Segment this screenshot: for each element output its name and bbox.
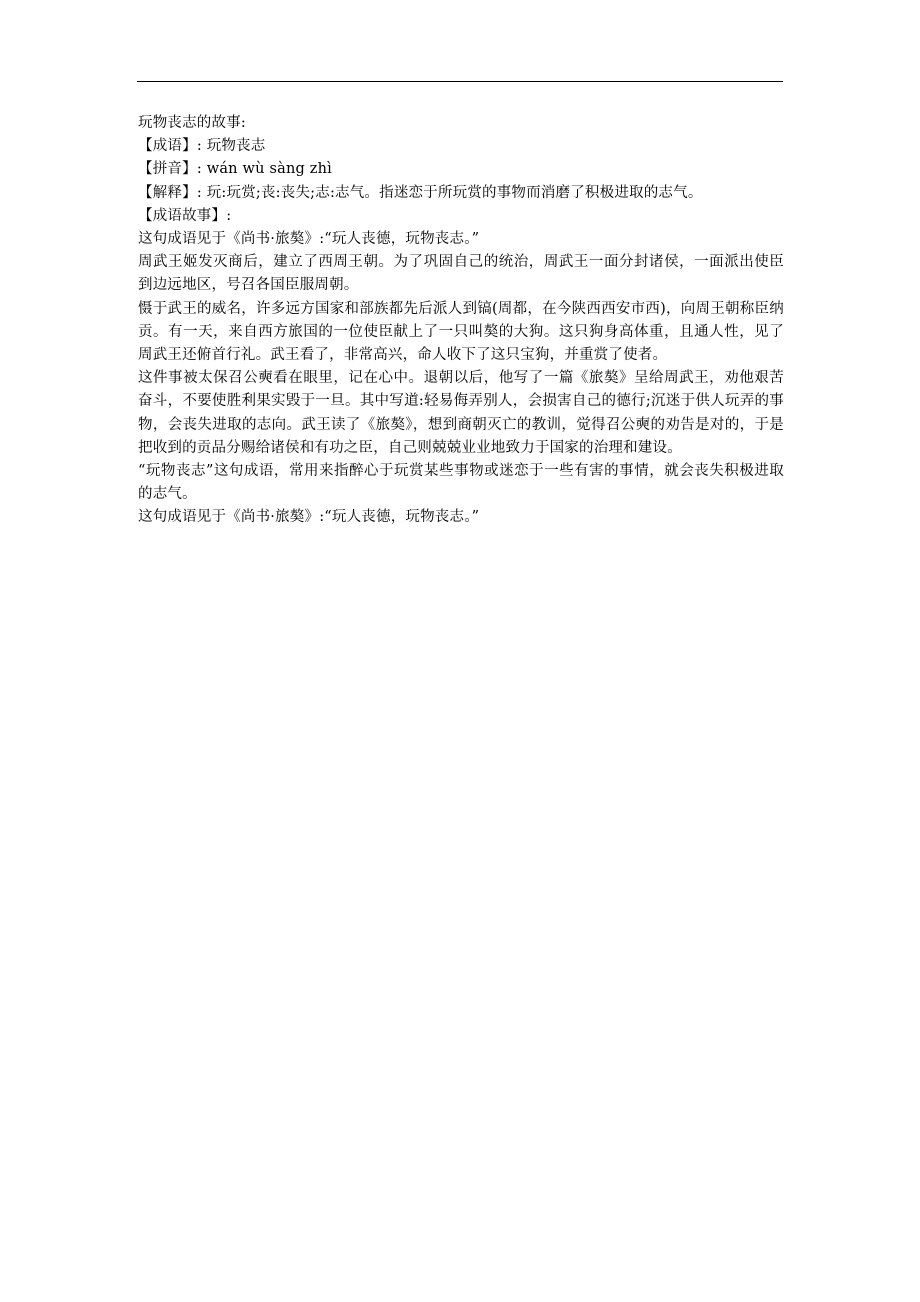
header-rule — [137, 81, 783, 82]
document-body — [138, 112, 784, 530]
story-paragraph-3: 慑于武王的威名，许多远方国家和部族都先后派人到镐(周都，在今陕西西安市西)，向周王朝称臣纳贡。有一天，来自西方旅国的一位使臣献上了一只叫獒的大狗。这只狗身高体重，且通人性，见了周武王还俯首行礼。武王看了，非常高兴，命人收下了这只宝狗，并重赏了使者。 — [138, 300, 784, 364]
story-paragraph-4: 这件事被太保召公奭看在眼里，记在心中。退朝以后，他写了一篇《旅獒》呈给周武王，劝他艰苦奋斗，不要使胜利果实毁于一旦。其中写道:轻易侮弄别人，会损害自己的德行;沉迷于供人玩弄的事物，会丧失进取的志向。武王读了《旅獒》，想到商朝灭亡的教训，觉得召公奭的劝告是对的，于是把收到的贡品分赐给诸侯和有功之臣，自己则兢兢业业地致力于国家的治理和建设。 — [138, 370, 784, 456]
explanation-row — [138, 182, 784, 205]
story-value: : — [226, 207, 232, 224]
idiom-label: 【成语】 — [138, 138, 197, 155]
pinyin-label: 【拼音】 — [138, 161, 197, 178]
pinyin-value: : wán wù sàng zhì — [196, 161, 333, 178]
explanation-value: : 玩:玩赏;丧:丧失;志:志气。指迷恋于所玩赏的事物而消磨了积极进取的志气。 — [196, 184, 703, 201]
story-label: 【成语故事】 — [138, 207, 227, 224]
story-paragraph-6: 这句成语见于《尚书·旅獒》:“玩人丧德，玩物丧志。” — [138, 509, 480, 526]
document-heading: 玩物丧志的故事: — [138, 115, 246, 131]
story-row — [138, 205, 784, 228]
idiom-row — [138, 135, 784, 158]
story-paragraph-1: 这句成语见于《尚书·旅獒》:“玩人丧德，玩物丧志。” — [138, 231, 480, 248]
idiom-value: : 玩物丧志 — [196, 138, 266, 155]
story-paragraph-2: 周武王姬发灭商后，建立了西周王朝。为了巩固自己的统治，周武王一面分封诸侯，一面派出使臣到边远地区，号召各国臣服周朝。 — [138, 254, 784, 294]
explanation-label: 【解释】 — [138, 184, 197, 201]
pinyin-row — [138, 158, 784, 181]
story-paragraph-5: “玩物丧志”这句成语，常用来指醉心于玩赏某些事物或迷恋于一些有害的事情，就会丧失积极进取的志气。 — [138, 463, 784, 503]
